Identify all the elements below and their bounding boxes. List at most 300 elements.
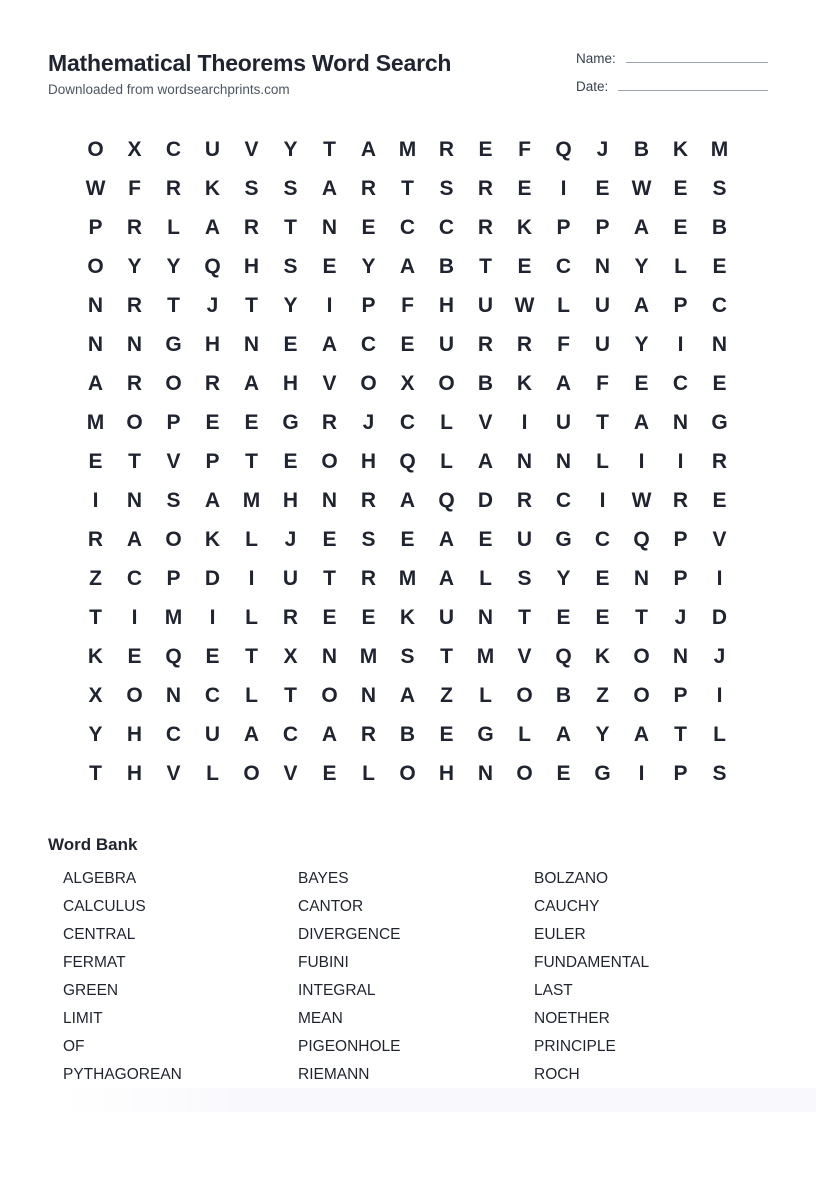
grid-letter[interactable]: V xyxy=(517,645,532,668)
grid-letter[interactable]: N xyxy=(594,255,611,278)
grid-letter[interactable]: R xyxy=(477,177,494,200)
grid-letter[interactable]: B xyxy=(477,372,494,395)
grid-letter[interactable]: F xyxy=(557,333,570,356)
grid-letter[interactable]: R xyxy=(360,567,377,590)
grid-letter[interactable]: V xyxy=(478,411,493,434)
grid-letter[interactable]: E xyxy=(205,645,220,668)
grid-letter[interactable]: N xyxy=(516,450,533,473)
grid-letter[interactable]: A xyxy=(555,372,572,395)
grid-letter[interactable]: K xyxy=(204,177,221,200)
grid-letter[interactable]: P xyxy=(673,294,688,317)
grid-letter[interactable]: I xyxy=(599,489,606,512)
grid-letter[interactable]: E xyxy=(556,606,571,629)
word-bank-item: ROCH xyxy=(534,1066,580,1083)
grid-letter[interactable]: E xyxy=(595,177,610,200)
grid-letter[interactable]: J xyxy=(674,606,687,629)
grid-letter[interactable]: A xyxy=(321,177,338,200)
grid-letter[interactable]: J xyxy=(284,528,297,551)
grid-letter[interactable]: N xyxy=(87,294,104,317)
grid-letter[interactable]: T xyxy=(89,606,102,629)
grid-letter[interactable]: N xyxy=(87,333,104,356)
grid-letter[interactable]: L xyxy=(245,606,258,629)
grid-letter[interactable]: N xyxy=(126,333,143,356)
grid-letter[interactable]: Y xyxy=(634,333,649,356)
grid-letter[interactable]: N xyxy=(672,411,689,434)
grid-letter[interactable]: E xyxy=(361,216,376,239)
grid-letter[interactable]: I xyxy=(677,450,684,473)
grid-letter[interactable]: W xyxy=(514,294,535,317)
grid-letter[interactable]: G xyxy=(165,333,182,356)
grid-letter[interactable]: R xyxy=(672,489,689,512)
grid-letter[interactable]: T xyxy=(323,138,336,161)
grid-letter[interactable]: U xyxy=(438,333,455,356)
grid-letter[interactable]: L xyxy=(479,684,492,707)
grid-letter[interactable]: B xyxy=(438,255,455,278)
grid-letter[interactable]: U xyxy=(594,333,611,356)
grid-letter[interactable]: N xyxy=(711,333,728,356)
grid-letter[interactable]: T xyxy=(284,684,297,707)
grid-letter[interactable]: X xyxy=(88,684,103,707)
grid-letter[interactable]: Q xyxy=(165,645,182,668)
grid-letter[interactable]: S xyxy=(439,177,454,200)
grid-row xyxy=(76,715,739,754)
grid-letter[interactable]: L xyxy=(362,762,375,785)
grid-letter[interactable]: C xyxy=(399,216,416,239)
grid-letter[interactable]: X xyxy=(127,138,142,161)
grid-letter[interactable]: E xyxy=(712,489,727,512)
grid-letter[interactable]: N xyxy=(672,645,689,668)
grid-letter[interactable]: H xyxy=(126,762,143,785)
grid-letter[interactable]: A xyxy=(360,138,377,161)
grid-letter[interactable]: R xyxy=(438,138,455,161)
grid-letter[interactable]: E xyxy=(439,723,454,746)
grid-letter[interactable]: V xyxy=(244,138,259,161)
word-bank-item: EULER xyxy=(534,926,586,943)
grid-letter[interactable]: T xyxy=(479,255,492,278)
grid-letter[interactable]: U xyxy=(438,606,455,629)
grid-letter[interactable]: D xyxy=(711,606,728,629)
grid-letter[interactable]: R xyxy=(126,216,143,239)
word-bank-column-1 xyxy=(63,869,182,1093)
word-bank-item: GREEN xyxy=(63,982,119,999)
grid-letter[interactable]: B xyxy=(633,138,650,161)
grid-letter[interactable]: J xyxy=(362,411,375,434)
grid-letter[interactable]: P xyxy=(166,567,181,590)
grid-letter[interactable]: M xyxy=(242,489,261,512)
grid-letter[interactable]: A xyxy=(204,489,221,512)
grid-letter[interactable]: V xyxy=(166,450,181,473)
grid-letter[interactable]: A xyxy=(243,372,260,395)
grid-letter[interactable]: J xyxy=(206,294,219,317)
grid-letter[interactable]: I xyxy=(521,411,528,434)
grid-letter[interactable]: I xyxy=(716,684,723,707)
grid-letter[interactable]: T xyxy=(167,294,180,317)
grid-letter[interactable]: Q xyxy=(555,138,572,161)
grid-letter[interactable]: F xyxy=(518,138,531,161)
grid-letter[interactable]: L xyxy=(206,762,219,785)
grid-letter[interactable]: Q xyxy=(438,489,455,512)
grid-letter[interactable]: D xyxy=(204,567,221,590)
grid-letter[interactable]: O xyxy=(633,684,650,707)
grid-letter[interactable]: W xyxy=(631,177,652,200)
grid-letter[interactable]: A xyxy=(399,684,416,707)
grid-letter[interactable]: P xyxy=(673,567,688,590)
grid-letter[interactable]: S xyxy=(166,489,181,512)
grid-letter[interactable]: E xyxy=(88,450,103,473)
grid-letter[interactable]: S xyxy=(244,177,259,200)
grid-letter[interactable]: C xyxy=(399,411,416,434)
grid-letter[interactable]: N xyxy=(360,684,377,707)
grid-letter[interactable]: D xyxy=(477,489,494,512)
grid-letter[interactable]: E xyxy=(322,762,337,785)
grid-letter[interactable]: M xyxy=(398,567,417,590)
grid-letter[interactable]: A xyxy=(633,411,650,434)
grid-letter[interactable]: T xyxy=(596,411,609,434)
grid-letter[interactable]: I xyxy=(638,762,645,785)
grid-letter[interactable]: U xyxy=(555,411,572,434)
grid-letter[interactable]: H xyxy=(282,372,299,395)
grid-letter[interactable]: Z xyxy=(89,567,102,590)
grid-letter[interactable]: U xyxy=(282,567,299,590)
grid-letter[interactable]: M xyxy=(476,645,495,668)
grid-letter[interactable]: T xyxy=(401,177,414,200)
grid-letter[interactable]: R xyxy=(516,333,533,356)
grid-letter[interactable]: E xyxy=(283,333,298,356)
grid-letter[interactable]: R xyxy=(243,216,260,239)
grid-letter[interactable]: M xyxy=(710,138,729,161)
grid-letter[interactable]: L xyxy=(245,528,258,551)
grid-letter[interactable]: O xyxy=(126,411,143,434)
grid-letter[interactable]: M xyxy=(359,645,378,668)
grid-letter[interactable]: T xyxy=(284,216,297,239)
grid-letter[interactable]: R xyxy=(477,216,494,239)
grid-letter[interactable]: N xyxy=(165,684,182,707)
grid-letter[interactable]: E xyxy=(712,372,727,395)
grid-letter[interactable]: R xyxy=(516,489,533,512)
grid-letter[interactable]: S xyxy=(517,567,532,590)
grid-letter[interactable]: L xyxy=(596,450,609,473)
grid-letter[interactable]: A xyxy=(399,489,416,512)
grid-letter[interactable]: E xyxy=(712,255,727,278)
grid-letter[interactable]: C xyxy=(165,138,182,161)
grid-letter[interactable]: F xyxy=(128,177,141,200)
grid-letter[interactable]: E xyxy=(517,255,532,278)
grid-letter[interactable]: B xyxy=(555,684,572,707)
grid-letter[interactable]: P xyxy=(556,216,571,239)
grid-letter[interactable]: K xyxy=(672,138,689,161)
grid-letter[interactable]: L xyxy=(674,255,687,278)
name-field-line[interactable] xyxy=(626,62,768,63)
grid-letter[interactable]: U xyxy=(594,294,611,317)
grid-letter[interactable]: C xyxy=(165,723,182,746)
grid-letter[interactable]: A xyxy=(321,333,338,356)
grid-letter[interactable]: Y xyxy=(556,567,571,590)
grid-letter[interactable]: R xyxy=(360,723,377,746)
grid-letter[interactable]: L xyxy=(245,684,258,707)
grid-letter[interactable]: S xyxy=(283,255,298,278)
grid-letter[interactable]: K xyxy=(516,372,533,395)
grid-letter[interactable]: R xyxy=(360,177,377,200)
grid-letter[interactable]: E xyxy=(205,411,220,434)
grid-letter[interactable]: T xyxy=(245,294,258,317)
grid-letter[interactable]: Z xyxy=(596,684,609,707)
grid-letter[interactable]: A xyxy=(633,294,650,317)
grid-letter[interactable]: Y xyxy=(166,255,181,278)
grid-letter[interactable]: E xyxy=(634,372,649,395)
grid-letter[interactable]: V xyxy=(283,762,298,785)
grid-letter[interactable]: Z xyxy=(440,684,453,707)
grid-letter[interactable]: Q xyxy=(633,528,650,551)
grid-letter[interactable]: O xyxy=(87,138,104,161)
grid-letter[interactable]: Y xyxy=(88,723,103,746)
grid-letter[interactable]: Y xyxy=(127,255,142,278)
grid-letter[interactable]: S xyxy=(712,762,727,785)
grid-letter[interactable]: Q xyxy=(204,255,221,278)
grid-letter[interactable]: H xyxy=(438,762,455,785)
grid-letter[interactable]: A xyxy=(321,723,338,746)
grid-letter[interactable]: R xyxy=(165,177,182,200)
grid-letter[interactable]: W xyxy=(631,489,652,512)
grid-letter[interactable]: O xyxy=(516,684,533,707)
grid-letter[interactable]: N xyxy=(477,606,494,629)
grid-letter[interactable]: S xyxy=(400,645,415,668)
grid-letter[interactable]: N xyxy=(477,762,494,785)
grid-letter[interactable]: R xyxy=(204,372,221,395)
grid-letter[interactable]: T xyxy=(245,645,258,668)
grid-letter[interactable]: I xyxy=(638,450,645,473)
grid-letter[interactable]: E xyxy=(322,528,337,551)
grid-letter[interactable]: B xyxy=(711,216,728,239)
grid-letter[interactable]: T xyxy=(128,450,141,473)
grid-letter[interactable]: O xyxy=(516,762,533,785)
grid-letter[interactable]: R xyxy=(321,411,338,434)
grid-letter[interactable]: O xyxy=(399,762,416,785)
grid-letter[interactable]: R xyxy=(477,333,494,356)
grid-letter[interactable]: X xyxy=(283,645,298,668)
grid-letter[interactable]: G xyxy=(477,723,494,746)
grid-letter[interactable]: A xyxy=(633,723,650,746)
grid-letter[interactable]: I xyxy=(560,177,567,200)
grid-letter[interactable]: H xyxy=(243,255,260,278)
grid-letter[interactable]: K xyxy=(516,216,533,239)
grid-letter[interactable]: C xyxy=(555,489,572,512)
grid-letter[interactable]: P xyxy=(673,762,688,785)
grid-letter[interactable]: O xyxy=(126,684,143,707)
grid-letter[interactable]: H xyxy=(126,723,143,746)
word-bank-item: CALCULUS xyxy=(63,898,146,915)
grid-letter[interactable]: O xyxy=(438,372,455,395)
grid-letter[interactable]: E xyxy=(400,333,415,356)
grid-letter[interactable]: O xyxy=(87,255,104,278)
grid-letter[interactable]: W xyxy=(85,177,106,200)
grid-letter[interactable]: R xyxy=(360,489,377,512)
grid-letter[interactable]: I xyxy=(326,294,333,317)
grid-letter[interactable]: V xyxy=(322,372,337,395)
grid-letter[interactable]: C xyxy=(711,294,728,317)
letter-grid xyxy=(76,130,739,793)
grid-letter[interactable]: E xyxy=(400,528,415,551)
grid-letter[interactable]: E xyxy=(127,645,142,668)
grid-letter[interactable]: F xyxy=(596,372,609,395)
grid-letter[interactable]: O xyxy=(165,528,182,551)
grid-letter[interactable]: O xyxy=(165,372,182,395)
grid-letter[interactable]: A xyxy=(555,723,572,746)
grid-letter[interactable]: L xyxy=(167,216,180,239)
grid-letter[interactable]: U xyxy=(477,294,494,317)
grid-letter[interactable]: C xyxy=(360,333,377,356)
grid-letter[interactable]: L xyxy=(440,450,453,473)
grid-letter[interactable]: T xyxy=(518,606,531,629)
grid-letter[interactable]: R xyxy=(126,372,143,395)
grid-letter[interactable]: I xyxy=(92,489,99,512)
grid-letter[interactable]: Q xyxy=(399,450,416,473)
grid-letter[interactable]: H xyxy=(438,294,455,317)
grid-letter[interactable]: L xyxy=(518,723,531,746)
grid-letter[interactable]: K xyxy=(594,645,611,668)
grid-letter[interactable]: E xyxy=(478,138,493,161)
grid-letter[interactable]: E xyxy=(361,606,376,629)
grid-letter[interactable]: K xyxy=(87,645,104,668)
grid-letter[interactable]: E xyxy=(517,177,532,200)
grid-letter[interactable]: T xyxy=(245,450,258,473)
grid-letter[interactable]: R xyxy=(87,528,104,551)
grid-letter[interactable]: L xyxy=(440,411,453,434)
grid-letter[interactable]: N xyxy=(321,489,338,512)
grid-letter[interactable]: I xyxy=(677,333,684,356)
grid-letter[interactable]: H xyxy=(282,489,299,512)
grid-letter[interactable]: P xyxy=(673,528,688,551)
grid-letter[interactable]: V xyxy=(166,762,181,785)
grid-letter[interactable]: A xyxy=(399,255,416,278)
grid-letter[interactable]: E xyxy=(244,411,259,434)
grid-letter[interactable]: F xyxy=(401,294,414,317)
grid-letter[interactable]: P xyxy=(595,216,610,239)
grid-letter[interactable]: E xyxy=(322,606,337,629)
grid-letter[interactable]: T xyxy=(323,567,336,590)
grid-letter[interactable]: K xyxy=(399,606,416,629)
grid-letter[interactable]: A xyxy=(87,372,104,395)
grid-letter[interactable]: N xyxy=(243,333,260,356)
grid-letter[interactable]: N xyxy=(555,450,572,473)
date-field-line[interactable] xyxy=(618,90,768,91)
grid-letter[interactable]: L xyxy=(557,294,570,317)
grid-letter[interactable]: H xyxy=(360,450,377,473)
grid-letter[interactable]: A xyxy=(243,723,260,746)
grid-letter[interactable]: E xyxy=(595,567,610,590)
grid-letter[interactable]: U xyxy=(204,138,221,161)
grid-letter[interactable]: K xyxy=(204,528,221,551)
grid-letter[interactable]: A xyxy=(438,567,455,590)
grid-letter[interactable]: P xyxy=(88,216,103,239)
grid-letter[interactable]: T xyxy=(89,762,102,785)
grid-letter[interactable]: E xyxy=(673,216,688,239)
grid-letter[interactable]: E xyxy=(322,255,337,278)
grid-letter[interactable]: P xyxy=(361,294,376,317)
grid-letter[interactable]: O xyxy=(321,684,338,707)
grid-letter[interactable]: V xyxy=(712,528,727,551)
grid-letter[interactable]: A xyxy=(633,216,650,239)
grid-letter[interactable]: M xyxy=(86,411,105,434)
grid-letter[interactable]: C xyxy=(126,567,143,590)
grid-letter[interactable]: A xyxy=(477,450,494,473)
grid-letter[interactable]: C xyxy=(672,372,689,395)
grid-letter[interactable]: C xyxy=(204,684,221,707)
grid-letter[interactable]: H xyxy=(204,333,221,356)
grid-letter[interactable]: U xyxy=(516,528,533,551)
grid-letter[interactable]: S xyxy=(712,177,727,200)
grid-letter[interactable]: C xyxy=(594,528,611,551)
grid-letter[interactable]: Y xyxy=(634,255,649,278)
grid-letter[interactable]: I xyxy=(209,606,216,629)
grid-letter[interactable]: N xyxy=(126,489,143,512)
grid-letter[interactable]: Y xyxy=(283,138,298,161)
grid-letter[interactable]: N xyxy=(321,645,338,668)
grid-letter[interactable]: P xyxy=(205,450,220,473)
grid-letter[interactable]: A xyxy=(438,528,455,551)
grid-letter[interactable]: M xyxy=(398,138,417,161)
grid-letter[interactable]: O xyxy=(633,645,650,668)
grid-letter[interactable]: G xyxy=(282,411,299,434)
grid-letter[interactable]: E xyxy=(556,762,571,785)
grid-letter[interactable]: M xyxy=(164,606,183,629)
grid-letter[interactable]: C xyxy=(555,255,572,278)
grid-letter[interactable]: Y xyxy=(283,294,298,317)
grid-letter[interactable]: B xyxy=(399,723,416,746)
grid-letter[interactable]: N xyxy=(633,567,650,590)
grid-letter[interactable]: C xyxy=(438,216,455,239)
grid-letter[interactable]: N xyxy=(321,216,338,239)
grid-letter[interactable]: E xyxy=(595,606,610,629)
grid-letter[interactable]: G xyxy=(594,762,611,785)
grid-letter[interactable]: I xyxy=(131,606,138,629)
grid-letter[interactable]: L xyxy=(713,723,726,746)
grid-letter[interactable]: X xyxy=(400,372,415,395)
grid-letter[interactable]: O xyxy=(321,450,338,473)
grid-letter[interactable]: R xyxy=(282,606,299,629)
grid-letter[interactable]: J xyxy=(596,138,609,161)
grid-letter[interactable]: T xyxy=(674,723,687,746)
grid-letter[interactable]: U xyxy=(204,723,221,746)
grid-letter[interactable]: L xyxy=(479,567,492,590)
grid-letter[interactable]: I xyxy=(248,567,255,590)
grid-letter[interactable]: E xyxy=(673,177,688,200)
grid-letter[interactable]: Y xyxy=(361,255,376,278)
grid-letter[interactable]: E xyxy=(283,450,298,473)
grid-letter[interactable]: G xyxy=(711,411,728,434)
grid-letter[interactable]: O xyxy=(243,762,260,785)
grid-letter[interactable]: E xyxy=(478,528,493,551)
grid-letter[interactable]: R xyxy=(126,294,143,317)
grid-letter[interactable]: G xyxy=(555,528,572,551)
grid-letter[interactable]: R xyxy=(711,450,728,473)
grid-letter[interactable]: O xyxy=(360,372,377,395)
grid-letter[interactable]: P xyxy=(673,684,688,707)
grid-row xyxy=(76,325,739,364)
grid-letter[interactable]: S xyxy=(361,528,376,551)
grid-letter[interactable]: J xyxy=(713,645,726,668)
grid-letter[interactable]: A xyxy=(126,528,143,551)
grid-letter[interactable]: C xyxy=(282,723,299,746)
grid-letter[interactable]: T xyxy=(440,645,453,668)
grid-letter[interactable]: P xyxy=(166,411,181,434)
grid-letter[interactable]: I xyxy=(716,567,723,590)
word-bank-item: CANTOR xyxy=(298,898,364,915)
grid-letter[interactable]: A xyxy=(204,216,221,239)
grid-letter[interactable]: T xyxy=(635,606,648,629)
grid-letter[interactable]: Q xyxy=(555,645,572,668)
grid-letter[interactable]: Y xyxy=(595,723,610,746)
grid-letter[interactable]: S xyxy=(283,177,298,200)
